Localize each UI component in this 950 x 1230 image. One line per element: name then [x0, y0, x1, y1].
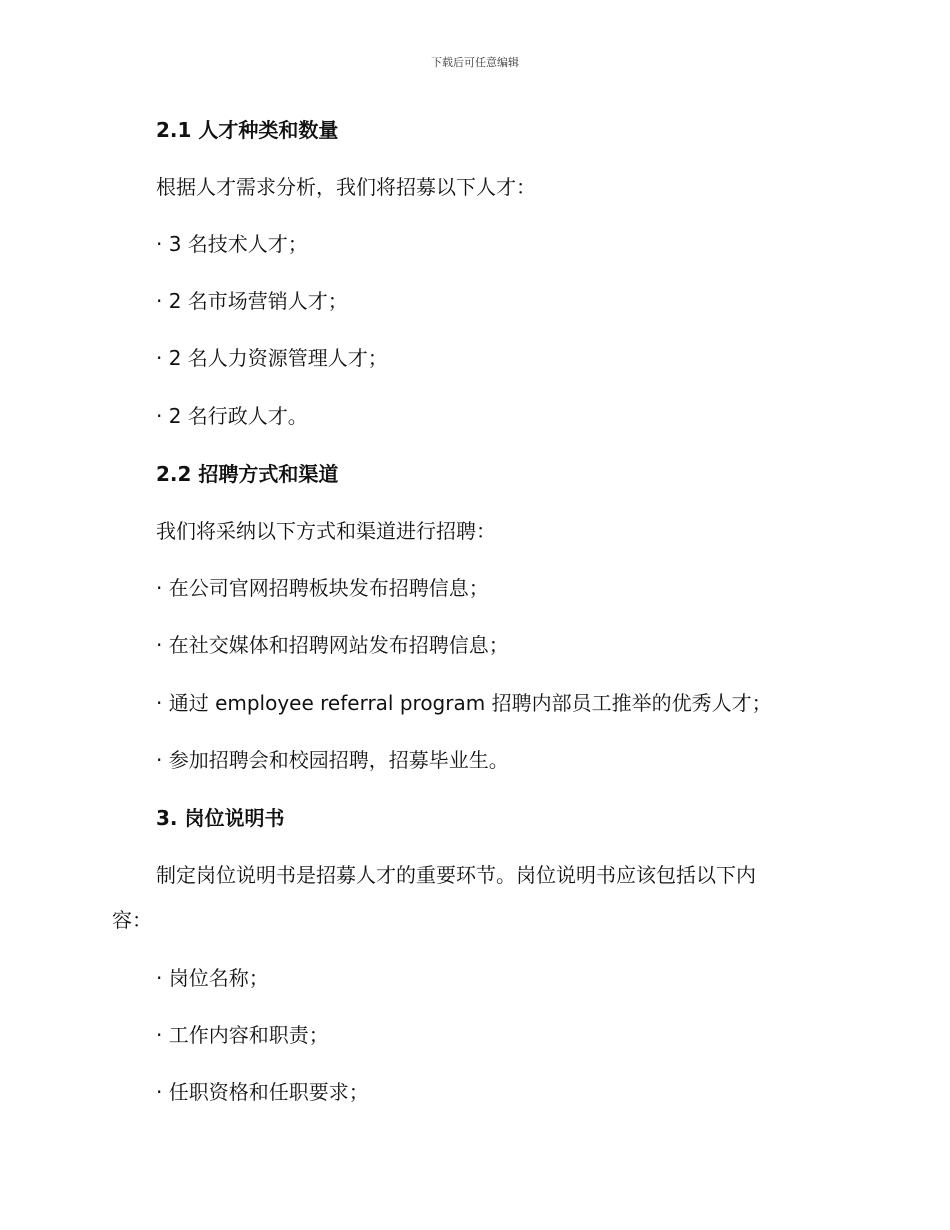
list-item: · 2 名市场营销人才；	[156, 289, 348, 313]
section-heading-3: 3. 岗位说明书	[156, 806, 285, 830]
paragraph-job-description-line-1: 制定岗位说明书是招募人才的重要环节。岗位说明书应该包括以下内	[156, 863, 756, 887]
list-item: · 在公司官网招聘板块发布招聘信息；	[156, 576, 489, 600]
paragraph-job-description-line-2: 容：	[112, 908, 152, 932]
paragraph-channels: 我们将采纳以下方式和渠道进行招聘：	[156, 519, 496, 543]
section-heading-2-1: 2.1 人才种类和数量	[156, 118, 339, 142]
list-item: · 工作内容和职责；	[156, 1023, 329, 1047]
list-item: · 3 名技术人才；	[156, 232, 308, 256]
list-item: · 2 名人力资源管理人才；	[156, 346, 388, 370]
list-item: · 2 名行政人才。	[156, 404, 308, 428]
paragraph-intro: 根据人才需求分析，我们将招募以下人才：	[156, 175, 536, 199]
list-item: · 通过 employee referral program 招聘内部员工推举的优秀人才；	[156, 691, 772, 715]
page-header-note: 下载后可任意编辑	[431, 56, 519, 69]
list-item: · 任职资格和任职要求；	[156, 1080, 369, 1104]
list-item: · 参加招聘会和校园招聘，招募毕业生。	[156, 748, 509, 772]
list-item: · 岗位名称；	[156, 966, 269, 990]
section-heading-2-2: 2.2 招聘方式和渠道	[156, 462, 339, 486]
list-item: · 在社交媒体和招聘网站发布招聘信息；	[156, 633, 509, 657]
